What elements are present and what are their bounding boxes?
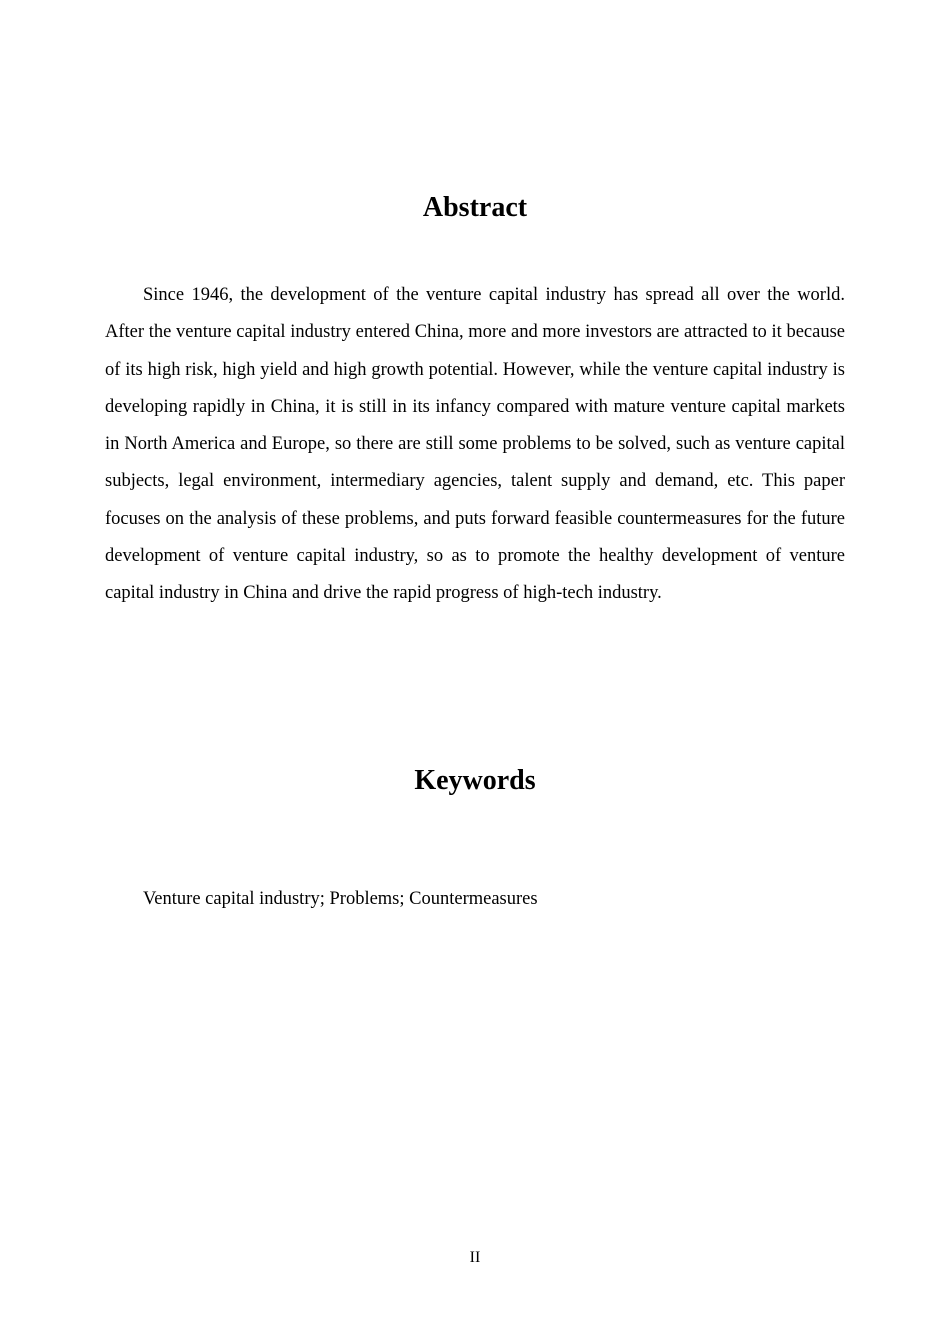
abstract-heading: Abstract [422, 192, 528, 223]
abstract-paragraph: Since 1946, the development of the venture capital industry has spread all over the world. After the venture capital industry entered China, more and more investors are attracted to it because of its high risk, high yield and high growth potential. However, while the venture capital industry is developing rapidly in China, it is still in its infancy compared with mature venture capital markets in North America and Europe, so there are still some problems to be solved, such as venture capital subjects, legal environment, intermediary agencies, talent supply and demand, etc. This paper focuses on the analysis of these problems, and puts forward feasible countermeasures for the future development of venture capital industry, so as to promote the healthy development of venture capital industry in China and drive the rapid progress of high-tech industry. [105, 285, 845, 604]
page-number: II [469, 1249, 481, 1266]
keywords-text: Venture capital industry; Problems; Countermeasures [143, 889, 538, 909]
keywords-heading: Keywords [414, 765, 536, 796]
